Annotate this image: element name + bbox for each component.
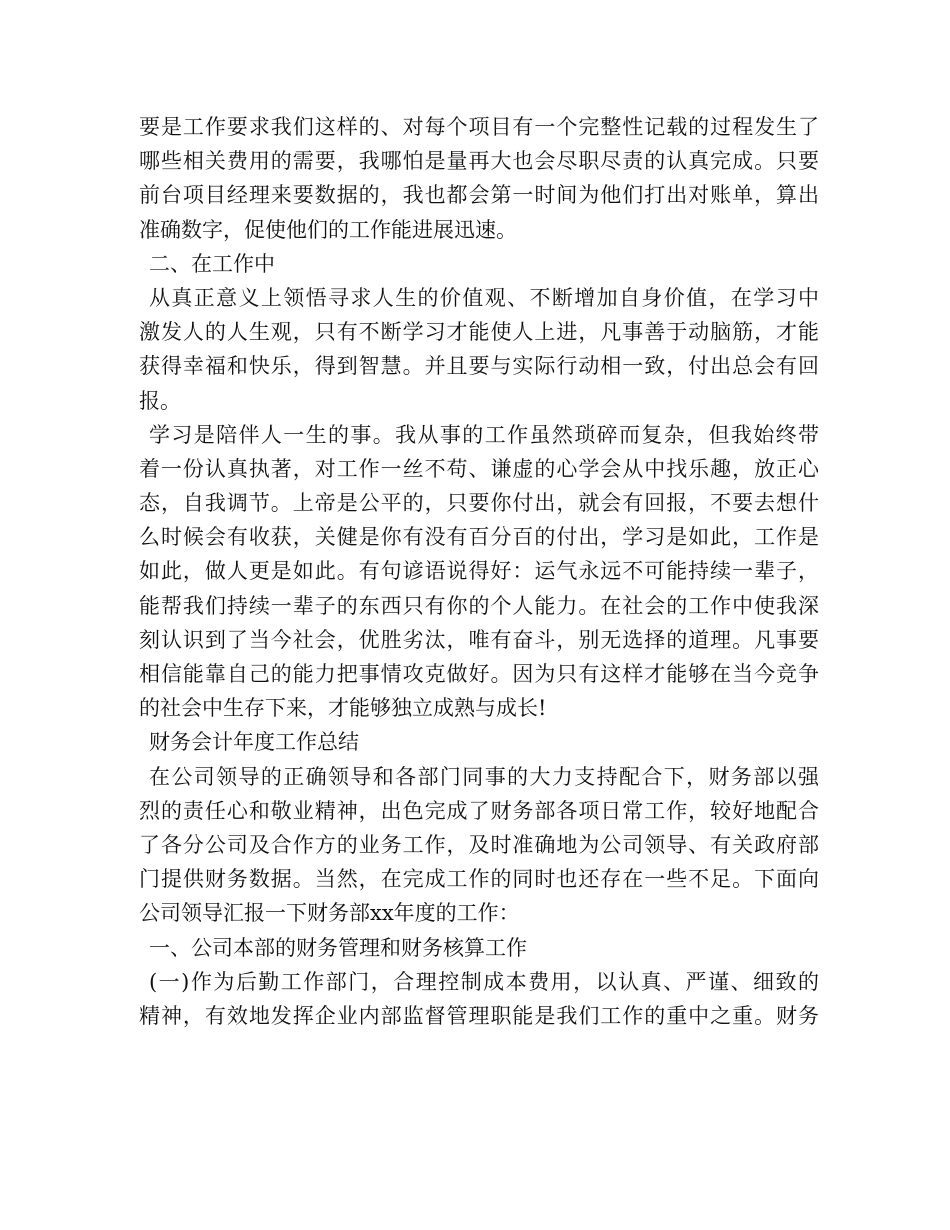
text-line: 要是工作要求我们这样的、对每个项目有一个完整性记载的过程发生了 [139,115,819,139]
text-line: 烈的责任心和敬业精神，出色完成了财务部各项日常工作，较好地配合 [139,798,819,823]
text-line: 精神，有效地发挥企业内部监督管理职能是我们工作的重中之重。财务 [139,1003,819,1028]
document-body [139,110,819,1033]
section-heading: 一、公司本部的财务管理和财务核算工作 [149,935,527,960]
section-heading: 二、在工作中 [149,251,275,276]
text-line: 么时候会有收获，关健是你有没有百分百的付出，学习是如此，工作是 [139,525,819,550]
text-line: 如此，做人更是如此。有句谚语说得好：运气永远不可能持续一辈子， [139,559,819,584]
text-line: 的社会中生存下来，才能够独立成熟与成长! [139,696,547,721]
text-line: (一)作为后勤工作部门，合理控制成本费用，以认真、严谨、细致的 [149,969,819,994]
text-line: 公司领导汇报一下财务部xx年度的工作： [139,901,520,926]
text-line: 了各分公司及合作方的业务工作，及时准确地为公司领导、有关政府部 [139,832,819,857]
text-line: 报。 [139,388,181,413]
text-line: 刻认识到了当今社会，优胜劣汰，唯有奋斗，别无选择的道理。凡事要 [139,627,819,652]
text-line: 态，自我调节。上帝是公平的，只要你付出，就会有回报，不要去想什 [139,491,819,516]
text-line: 在公司领导的正确领导和各部门同事的大力支持配合下，财务部以强 [149,764,819,789]
text-line: 从真正意义上领悟寻求人生的价值观、不断增加自身价值，在学习中 [149,285,819,310]
text-line: 着一份认真执著，对工作一丝不苟、谦虚的心学会从中找乐趣，放正心 [139,456,819,481]
text-line: 准确数字，促使他们的工作能进展迅速。 [139,217,517,242]
text-line: 哪些相关费用的需要，我哪怕是量再大也会尽职尽责的认真完成。只要 [139,149,819,174]
text-line: 相信能靠自己的能力把事情攻克做好。因为只有这样才能够在当今竞争 [139,662,819,686]
text-line: 门提供财务数据。当然，在完成工作的同时也还存在一些不足。下面向 [139,867,819,892]
section-heading: 财务会计年度工作总结 [149,730,359,755]
text-line: 能帮我们持续一辈子的东西只有你的个人能力。在社会的工作中使我深 [139,593,819,618]
text-line: 激发人的人生观，只有不断学习才能使人上进，凡事善于动脑筋，才能 [139,320,819,345]
text-line: 前台项目经理来要数据的，我也都会第一时间为他们打出对账单，算出 [139,183,819,208]
text-line: 获得幸福和快乐，得到智慧。并且要与实际行动相一致，付出总会有回 [139,354,819,379]
text-line: 学习是陪伴人一生的事。我从事的工作虽然琐碎而复杂，但我始终带 [149,422,819,447]
